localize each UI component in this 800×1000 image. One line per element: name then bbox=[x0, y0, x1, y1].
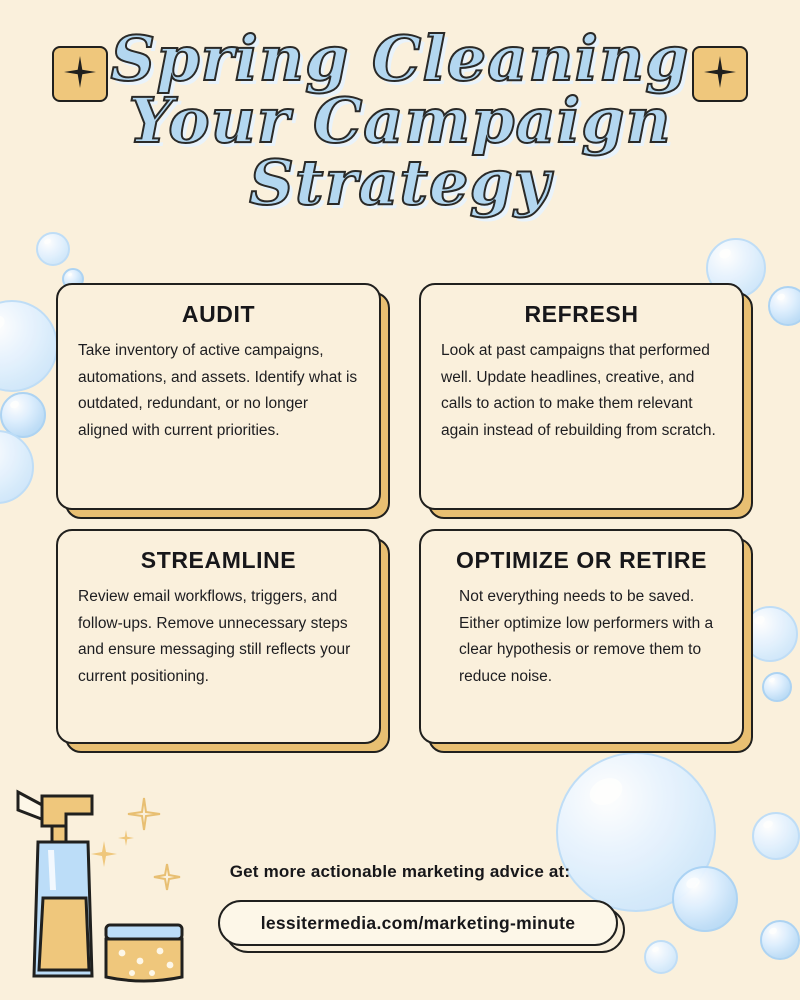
card-body: Take inventory of active campaigns, automations, and assets. Identify what is outdated, redundant, or no longer aligned with current priorities. bbox=[78, 342, 358, 439]
card-body: Review email workflows, triggers, and follow-ups. Remove unnecessary steps and ensure messaging still reflects your current positioning. bbox=[78, 588, 351, 685]
bubble-decoration bbox=[0, 430, 34, 504]
bubble-decoration bbox=[768, 286, 800, 326]
bubble-decoration bbox=[0, 300, 58, 392]
card-wrapper bbox=[419, 283, 744, 510]
title-line-2: Your Campaign bbox=[128, 84, 672, 157]
title-line-1: Spring Cleaning bbox=[110, 22, 690, 95]
bubble-decoration bbox=[760, 920, 800, 960]
tip-card-streamline bbox=[56, 529, 381, 744]
tip-card-grid bbox=[56, 283, 744, 744]
bubble-decoration bbox=[752, 812, 800, 860]
tip-card-audit bbox=[56, 283, 381, 510]
card-wrapper bbox=[419, 529, 744, 744]
title-line-3: Strategy bbox=[249, 146, 551, 219]
tip-card-optimize-or-retire bbox=[419, 529, 744, 744]
website-url-button[interactable]: lessitermedia.com/marketing-minute bbox=[218, 900, 618, 946]
url-pill-wrapper bbox=[218, 900, 618, 946]
tip-card-refresh bbox=[419, 283, 744, 510]
card-heading: OPTIMIZE OR RETIRE bbox=[455, 547, 708, 573]
card-wrapper bbox=[56, 529, 381, 744]
card-heading: STREAMLINE bbox=[140, 547, 297, 573]
sparkle-icon bbox=[118, 830, 134, 851]
card-body: Look at past campaigns that performed well. Update headlines, creative, and calls to action to make them relevant again instead of rebuilding from scratch. bbox=[441, 342, 716, 439]
bubble-decoration bbox=[36, 232, 70, 266]
footer-cta-text: Get more actionable marketing advice at: bbox=[229, 862, 571, 881]
sponge-icon bbox=[104, 923, 184, 983]
card-wrapper bbox=[56, 283, 381, 510]
bubble-decoration bbox=[762, 672, 792, 702]
page-title bbox=[0, 22, 800, 219]
card-body: Not everything needs to be saved. Either optimize low performers with a clear hypothesis or remove them to reduce noise. bbox=[459, 588, 714, 685]
bubble-decoration bbox=[644, 940, 678, 974]
card-heading: REFRESH bbox=[524, 301, 639, 327]
card-heading: AUDIT bbox=[181, 301, 256, 327]
